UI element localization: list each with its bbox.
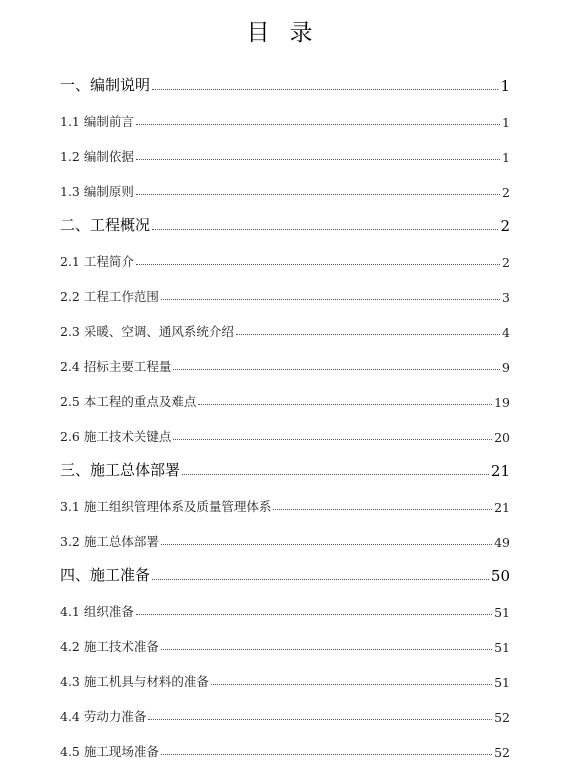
- dot-leader: [152, 578, 489, 580]
- dot-leader: [161, 753, 492, 755]
- toc-page-number: 20: [494, 430, 510, 445]
- toc-page-number: 21: [490, 462, 510, 480]
- toc-entry-label: 2.1 工程简介: [60, 254, 134, 269]
- toc-page-number: 51: [494, 675, 510, 690]
- toc-section-entry[interactable]: [60, 655, 510, 690]
- toc-section-entry[interactable]: [60, 690, 510, 725]
- toc-entry-label: 2.3 采暖、空调、通风系统介绍: [60, 324, 234, 339]
- toc-chapter-entry[interactable]: [60, 200, 510, 235]
- toc-entry-label: 3.1 施工组织管理体系及质量管理体系: [60, 499, 272, 514]
- toc-section-entry[interactable]: [60, 410, 510, 445]
- toc-section-entry[interactable]: [60, 375, 510, 410]
- toc-page-number: 50: [490, 567, 510, 585]
- toc-page-number: 2: [500, 217, 510, 235]
- toc-entry-label: 二、工程概况: [60, 216, 151, 234]
- toc-page-number: 3: [502, 290, 510, 305]
- dot-leader: [236, 333, 500, 335]
- toc-section-entry[interactable]: [60, 725, 510, 760]
- dot-leader: [161, 298, 500, 300]
- toc-section-entry[interactable]: [60, 305, 510, 340]
- toc-entry-label: 4.1 组织准备: [60, 604, 134, 619]
- toc-entry-label: 1.1 编制前言: [60, 114, 134, 129]
- toc-chapter-entry[interactable]: [60, 550, 510, 585]
- toc-page-number: 9: [502, 360, 510, 375]
- toc-chapter-entry[interactable]: [60, 445, 510, 480]
- dot-leader: [136, 193, 500, 195]
- toc-chapter-entry[interactable]: [60, 60, 510, 95]
- toc-entry-label: 1.2 编制依据: [60, 149, 134, 164]
- dot-leader: [136, 123, 500, 125]
- dot-leader: [182, 473, 489, 475]
- dot-leader: [173, 368, 500, 370]
- toc-entry-label: 2.5 本工程的重点及难点: [60, 394, 197, 409]
- toc-section-entry[interactable]: [60, 270, 510, 305]
- toc-page-number: 52: [494, 745, 510, 760]
- toc-entry-label: 三、施工总体部署: [60, 461, 181, 479]
- table-of-contents: [60, 60, 510, 760]
- toc-entry-label: 2.4 招标主要工程量: [60, 359, 172, 374]
- dot-leader: [161, 543, 492, 545]
- toc-section-entry[interactable]: [60, 340, 510, 375]
- toc-section-entry[interactable]: [60, 165, 510, 200]
- toc-page-number: 51: [494, 640, 510, 655]
- toc-section-entry[interactable]: [60, 95, 510, 130]
- toc-section-entry[interactable]: [60, 585, 510, 620]
- page-title: 目录: [246, 20, 333, 46]
- dot-leader: [152, 228, 498, 230]
- toc-section-entry[interactable]: [60, 515, 510, 550]
- dot-leader: [161, 648, 492, 650]
- toc-entry-label: 2.6 施工技术关键点: [60, 429, 172, 444]
- toc-page-number: 4: [502, 325, 510, 340]
- toc-page-number: 1: [502, 150, 510, 165]
- toc-section-entry[interactable]: [60, 620, 510, 655]
- toc-page-number: 21: [494, 500, 510, 515]
- dot-leader: [152, 88, 498, 90]
- toc-entry-label: 4.3 施工机具与材料的准备: [60, 674, 209, 689]
- dot-leader: [136, 158, 500, 160]
- toc-section-entry[interactable]: [60, 480, 510, 515]
- dot-leader: [136, 613, 492, 615]
- toc-page-number: 49: [494, 535, 510, 550]
- toc-page-number: 2: [502, 185, 510, 200]
- dot-leader: [173, 438, 492, 440]
- toc-entry-label: 4.4 劳动力准备: [60, 709, 147, 724]
- dot-leader: [273, 508, 492, 510]
- dot-leader: [198, 403, 492, 405]
- toc-entry-label: 4.2 施工技术准备: [60, 639, 159, 654]
- toc-page-number: 1: [500, 77, 510, 95]
- toc-entry-label: 4.5 施工现场准备: [60, 744, 159, 759]
- dot-leader: [148, 718, 492, 720]
- toc-entry-label: 1.3 编制原则: [60, 184, 134, 199]
- toc-section-entry[interactable]: [60, 235, 510, 270]
- dot-leader: [211, 683, 492, 685]
- toc-entry-label: 四、施工准备: [60, 566, 151, 584]
- toc-section-entry[interactable]: [60, 130, 510, 165]
- toc-page-number: 52: [494, 710, 510, 725]
- toc-entry-label: 2.2 工程工作范围: [60, 289, 159, 304]
- toc-page-number: 1: [502, 115, 510, 130]
- toc-entry-label: 3.2 施工总体部署: [60, 534, 159, 549]
- toc-page-number: 19: [494, 395, 510, 410]
- toc-page-number: 51: [494, 605, 510, 620]
- toc-page-number: 2: [502, 255, 510, 270]
- dot-leader: [136, 263, 500, 265]
- toc-entry-label: 一、编制说明: [60, 76, 151, 94]
